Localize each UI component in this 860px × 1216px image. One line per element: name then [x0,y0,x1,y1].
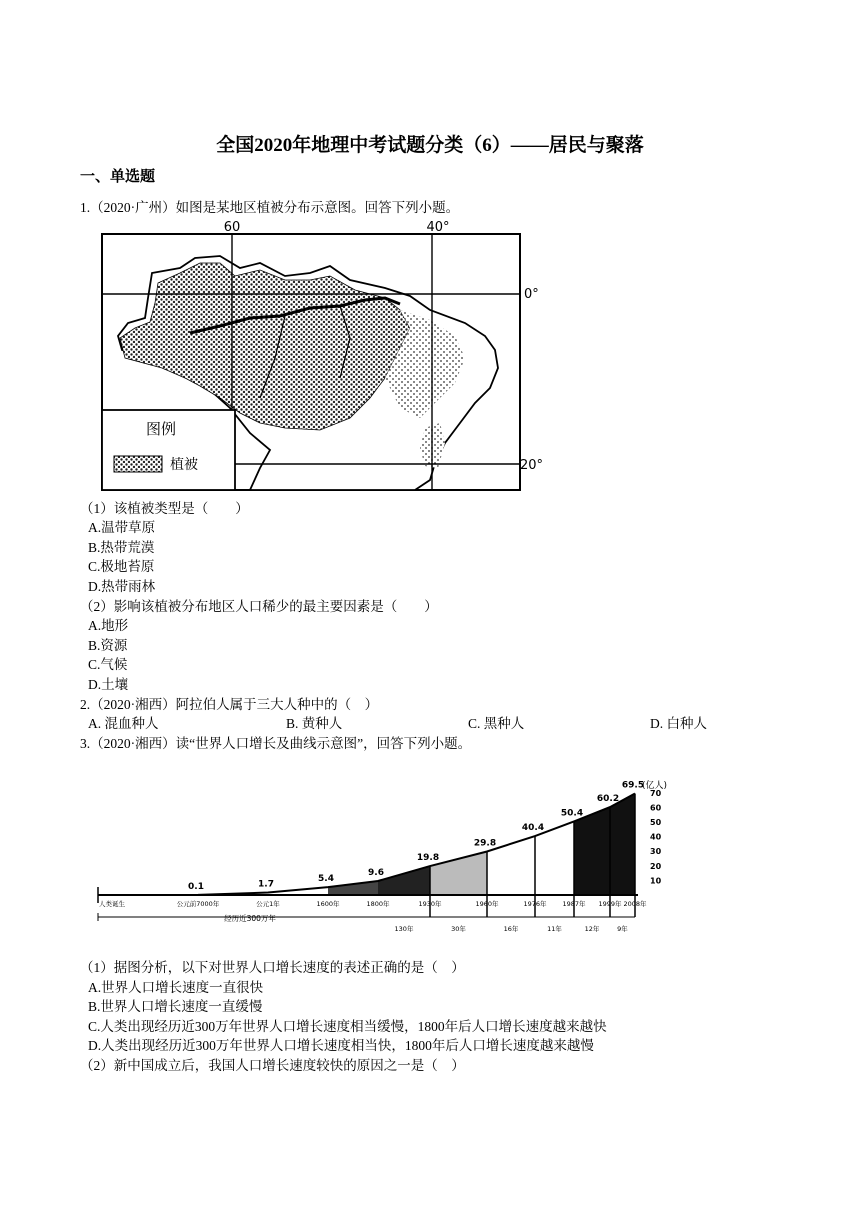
legend-swatch [114,456,162,472]
x-tick-label: 1987年 [562,900,586,908]
y-tick-label: 20 [650,861,662,871]
q1-sub2-option-d: D.土壤 [88,677,129,692]
q3-sub1-option-b: B.世界人口增长速度一直缓慢 [88,999,263,1014]
period-area [378,866,430,895]
q3-sub1-stem: （1）据图分析，以下对世界人口增长速度的表述正确的是（ ） [80,960,465,975]
value-label: 60.2 [596,794,620,805]
x-tick-label: 公元前7000年 [176,900,220,908]
legend-title: 图例 [146,420,177,438]
interval-label: 16年 [503,925,519,933]
period-area [610,794,635,895]
lon-40-label: 40° [426,220,450,235]
q1-stem: 1.（2020·广州）如图是某地区植被分布示意图。回答下列小题。 [80,200,460,215]
legend-label: 植被 [170,457,198,473]
y-tick-label: 70 [650,788,662,798]
value-label: 9.6 [368,867,384,878]
interval-label: 11年 [547,925,562,933]
value-label: 40.4 [521,823,545,834]
q3-sub1-option-a: A.世界人口增长速度一直很快 [88,980,264,995]
q2-option-a: A. 混血种人 [88,716,159,731]
q1-sub2-option-a: A.地形 [88,618,129,633]
q2-option-b: B. 黄种人 [286,716,343,731]
lat-20-label: 20° [520,458,544,473]
x-tick-label: 1930年 [418,900,442,908]
value-label: 50.4 [560,808,584,819]
x-tick-label: 1600年 [316,900,340,908]
value-label: 29.8 [473,838,497,849]
q1-sub2-option-c: C.气候 [88,657,128,672]
x-tick-label: 人类诞生 [99,900,125,908]
x-tick-label: 1999年 [598,900,622,908]
x-tick-label: 公元1年 [256,900,280,908]
x-tick-label: 1976年 [523,900,547,908]
y-tick-label: 10 [650,876,662,886]
map-legend [102,410,235,490]
q1-sub1-option-a: A.温带草原 [88,520,156,535]
q3-sub1-option-c: C.人类出现经历近300万年世界人口增长速度相当缓慢，1800年后人口增长速度越来越快 [88,1019,607,1034]
interval-label: 30年 [451,925,466,933]
lon-60-label: 60 [223,220,241,235]
y-axis-label: (亿人) [642,780,668,791]
x-tick-label: 1800年 [366,900,390,908]
x-tick-label: 1960年 [475,900,499,908]
q3-sub2-stem: （2）新中国成立后，我国人口增长速度较快的原因之一是（ ） [80,1058,465,1073]
y-tick-label: 50 [650,818,662,827]
y-tick-label: 30 [650,847,662,857]
q2-option-c: C. 黑种人 [468,716,525,731]
q3-sub1-option-d: D.人类出现经历近300万年世界人口增长速度相当快，1800年后人口增长速度越来越慢 [88,1038,594,1053]
interval-label: 130年 [394,925,414,933]
q1-sub1-stem: （1）该植被类型是（ ） [80,501,249,516]
q2-option-d: D. 白种人 [650,716,707,731]
q1-sub2-option-b: B.资源 [88,638,128,653]
y-tick-label: 60 [650,803,662,813]
x-tick-label: 2008年 [623,900,647,908]
page-title: 全国2020年地理中考试题分类（6）——居民与聚落 [216,135,644,156]
q1-sub2-stem: （2）影响该植被分布地区人口稀少的最主要因素是（ ） [80,599,438,614]
value-label: 0.1 [188,881,204,892]
q1-sub1-option-d: D.热带雨林 [88,579,156,594]
q2-stem: 2.（2020·湘西）阿拉伯人属于三大人种中的（ ） [80,697,379,712]
interval-label: 9年 [617,925,628,933]
vegetation-map [100,218,550,498]
q1-sub1-option-b: B.热带荒漠 [88,540,155,555]
section-heading: 一、单选题 [80,169,156,185]
span-label: 经历近300万年 [224,914,276,923]
population-chart [90,770,670,950]
q1-sub1-option-c: C.极地苔原 [88,559,155,574]
q3-stem: 3.（2020·湘西）读“世界人口增长及曲线示意图”，回答下列小题。 [80,736,472,751]
interval-label: 12年 [584,925,600,933]
lat-0-label: 0° [524,287,539,302]
value-label: 5.4 [318,874,334,885]
value-label: 19.8 [416,853,440,864]
value-label: 1.7 [258,879,274,890]
y-tick-label: 40 [650,832,662,842]
value-label: 69.5 [621,780,645,791]
